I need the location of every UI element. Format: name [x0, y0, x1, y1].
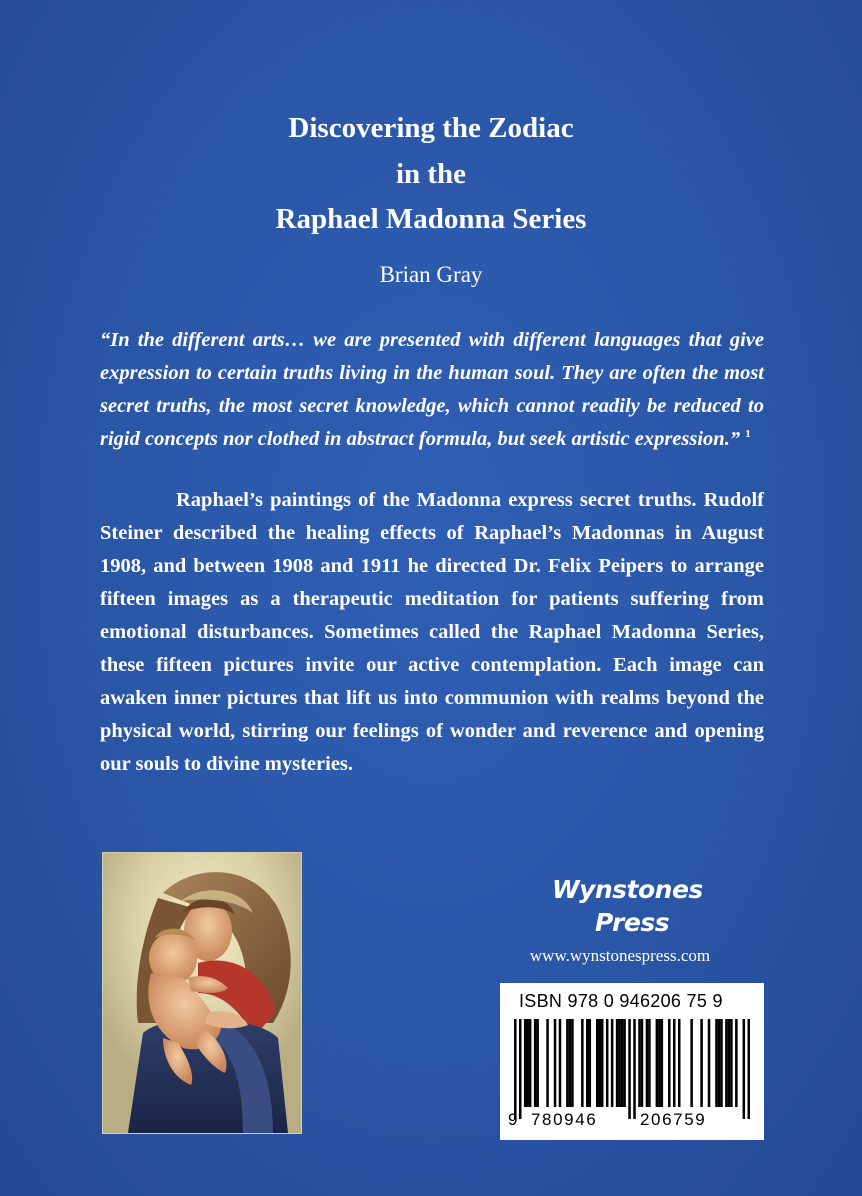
barcode-bar: [596, 1019, 599, 1107]
barcode-bar: [628, 1019, 631, 1119]
barcode-bar: [534, 1019, 537, 1107]
barcode-bar: [566, 1019, 569, 1107]
barcode-bar: [519, 1019, 522, 1119]
barcode-bar: [621, 1019, 624, 1107]
barcode-bar: [641, 1019, 644, 1107]
barcode-bar: [559, 1019, 562, 1107]
barcode-bar: [546, 1019, 549, 1107]
barcode-bar: [623, 1019, 626, 1107]
barcode-bar: [700, 1019, 703, 1107]
barcode-bar: [720, 1019, 723, 1107]
blurb-paragraph: Raphael’s paintings of the Madonna express secret truths. Rudolf Steiner described the healing effects of Raphael’s Madonnas in August 1908, and between 1908 and 1911 he directed Dr. Felix Peipers to arrange fifteen images as a therapeutic meditation for patients suffering from emotional disturbances. Sometimes called the Raphael Madonna Series, these fifteen pictures invite our active contemplation. Each image can awaken inner pictures that lift us into communion with realms beyond the physical world, stirring our feelings of wonder and reverence and opening our souls to divine mysteries.: [100, 489, 764, 775]
barcode-bar: [748, 1019, 750, 1119]
barcode-bar: [601, 1019, 604, 1107]
barcode-bar: [569, 1019, 572, 1107]
barcode-bar: [529, 1019, 532, 1107]
barcode-bar: [554, 1019, 557, 1107]
book-title-line-1: Discovering the Zodiac: [288, 112, 574, 144]
barcode-bar: [658, 1019, 661, 1107]
isbn-label: ISBN 978 0 946206 75 9: [519, 991, 723, 1011]
barcode-bar: [718, 1019, 721, 1107]
epigraph-quote: [100, 324, 764, 456]
barcode-bar: [598, 1019, 601, 1107]
barcode-bar: [581, 1019, 584, 1107]
barcode-bar: [611, 1019, 614, 1107]
barcode-bar: [730, 1019, 733, 1107]
barcode-bar: [743, 1019, 746, 1119]
quote-text: “In the different arts… we are presented with different languages that give expression to certain truths living in the human soul. They are often the most secret truths, the most secret knowledge, which cannot readily be reduced to rigid concepts nor clothed in abstract formula, but seek artistic expression.”: [100, 329, 764, 450]
barcode-bar: [571, 1019, 574, 1107]
barcode-bar: [725, 1019, 728, 1107]
barcode-bar: [618, 1019, 621, 1107]
barcode-bars: [514, 1019, 750, 1119]
madonna-and-child-illustration: [103, 853, 301, 1133]
madonna-painting-image: [102, 852, 302, 1134]
publisher-name-line-1: Wynstones: [552, 875, 703, 904]
quote-footnote-mark: 1: [745, 428, 751, 441]
author-name: Brian Gray: [379, 262, 483, 287]
barcode-bar: [690, 1019, 693, 1107]
publisher-website: www.wynstonespress.com: [529, 946, 711, 965]
book-title-line-2: in the: [395, 158, 467, 190]
publisher-logo: [540, 873, 730, 939]
barcode-lead-digit: 9: [508, 1110, 518, 1129]
barcode-bar: [616, 1019, 619, 1107]
barcode-left-digits: 780946: [531, 1110, 598, 1129]
barcode-bar: [673, 1019, 676, 1107]
barcode-bar: [668, 1019, 671, 1107]
book-title-line-3: Raphael Madonna Series: [275, 203, 587, 235]
barcode-panel: [500, 983, 764, 1140]
barcode-bar: [648, 1019, 651, 1107]
barcode-bar: [661, 1019, 664, 1107]
publisher-name-line-2: Press: [595, 908, 670, 937]
barcode-bar: [514, 1019, 517, 1119]
barcode-bar: [586, 1019, 589, 1107]
barcode-bar: [646, 1019, 649, 1107]
barcode-bar: [638, 1019, 641, 1107]
barcode-right-digits: 206759: [640, 1110, 707, 1129]
barcode-bar: [589, 1019, 592, 1107]
barcode-bar: [735, 1019, 738, 1107]
barcode-bar: [728, 1019, 731, 1107]
barcode-bar: [526, 1019, 529, 1107]
barcode-bar: [633, 1019, 636, 1119]
barcode-bar: [678, 1019, 681, 1107]
barcode-bar: [536, 1019, 539, 1107]
barcode-bar: [606, 1019, 609, 1107]
barcode-bar: [656, 1019, 659, 1107]
barcode-bar: [708, 1019, 711, 1107]
barcode-bar: [715, 1019, 718, 1107]
barcode-bar: [524, 1019, 527, 1107]
